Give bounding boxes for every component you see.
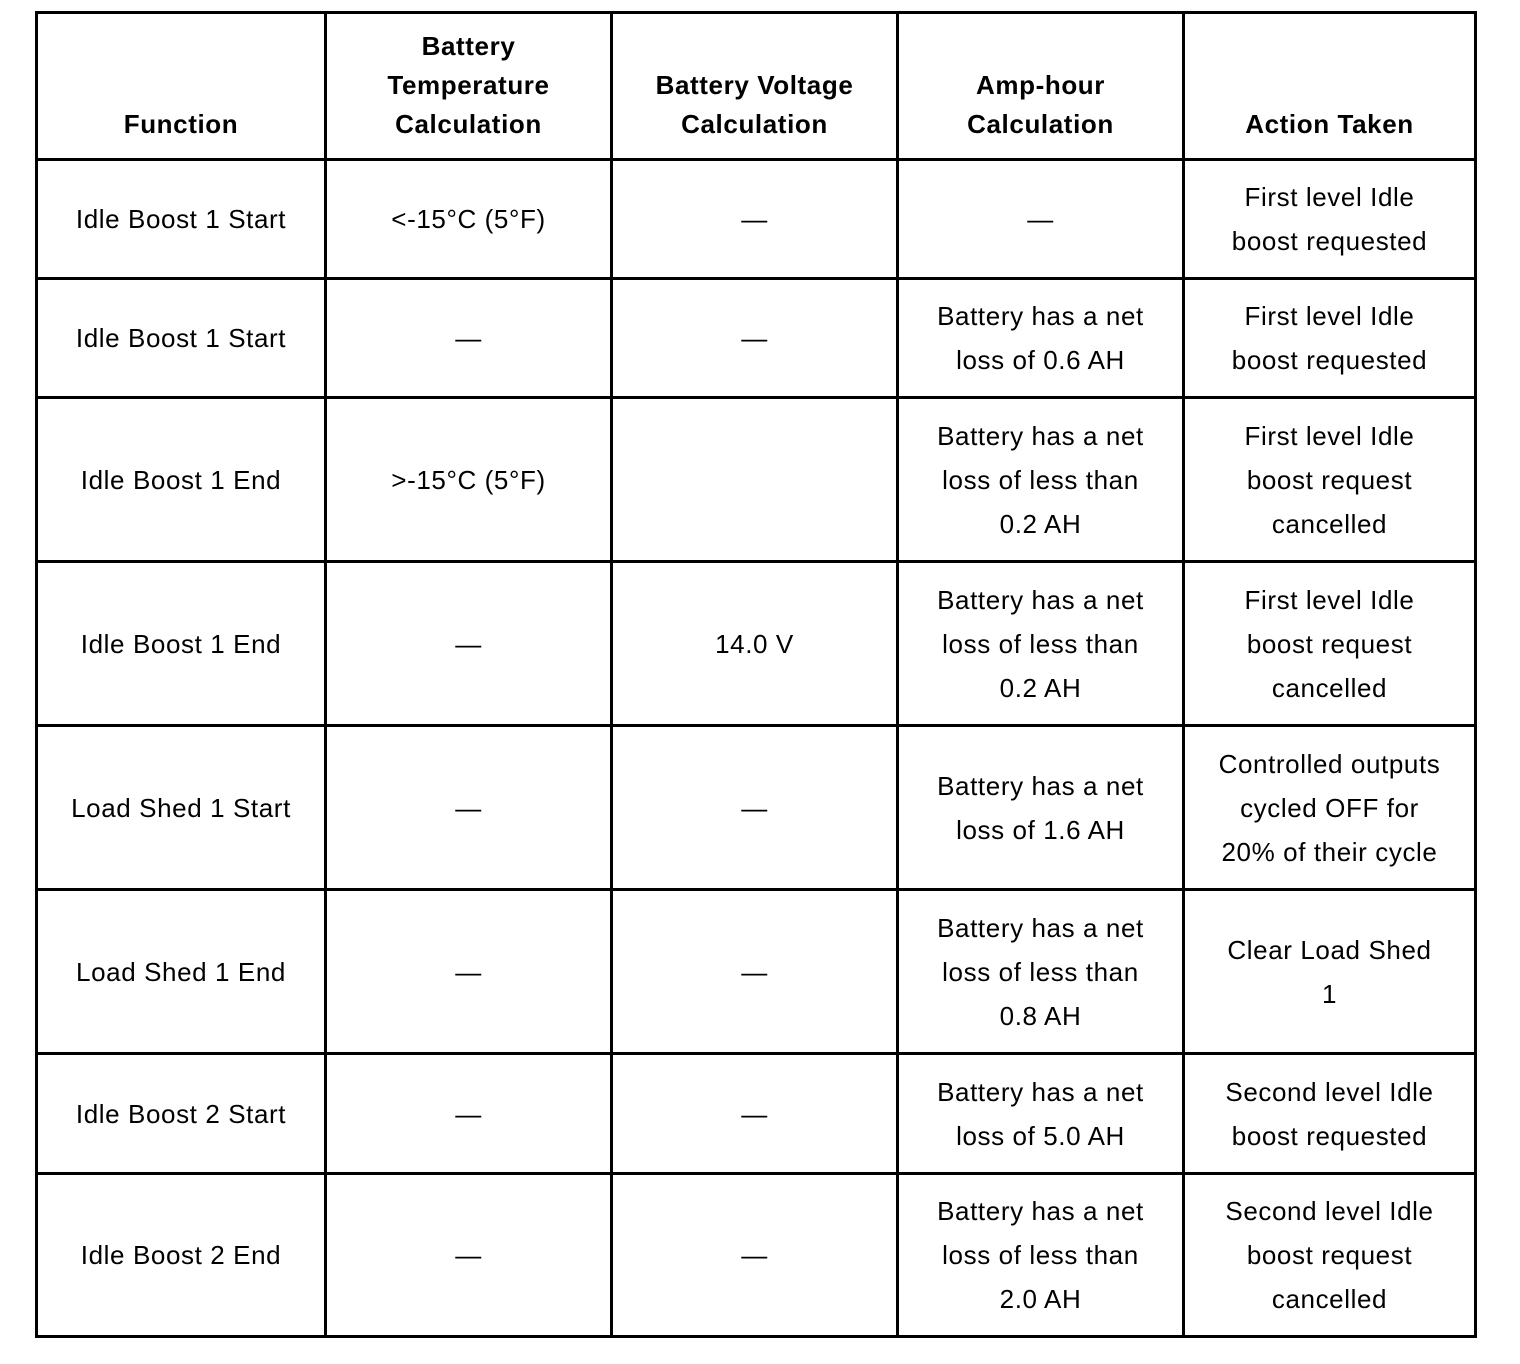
cell-function: Idle Boost 2 Start: [37, 1054, 326, 1174]
table-row: [37, 160, 1476, 279]
cell-battery-voltage: —: [612, 279, 898, 398]
cell-amp-hour: Battery has a net loss of less than 0.8 AH: [898, 890, 1184, 1054]
cell-action-taken: First level Idle boost requested: [1184, 279, 1476, 398]
cell-battery-temperature: —: [326, 890, 612, 1054]
cell-battery-temperature: —: [326, 1174, 612, 1337]
cell-function: Idle Boost 1 Start: [37, 160, 326, 279]
cell-function: Load Shed 1 Start: [37, 726, 326, 890]
cell-battery-voltage: —: [612, 726, 898, 890]
cell-amp-hour: —: [898, 160, 1184, 279]
cell-amp-hour: Battery has a net loss of less than 2.0 AH: [898, 1174, 1184, 1337]
cell-action-taken: First level Idle boost request cancelled: [1184, 562, 1476, 726]
table-row: [37, 398, 1476, 562]
cell-action-taken: Second level Idle boost request cancelled: [1184, 1174, 1476, 1337]
table-row: [37, 890, 1476, 1054]
cell-battery-voltage: [612, 398, 898, 562]
cell-battery-temperature: —: [326, 726, 612, 890]
table-row: [37, 1174, 1476, 1337]
cell-action-taken: Controlled outputs cycled OFF for 20% of their cycle: [1184, 726, 1476, 890]
cell-battery-voltage: —: [612, 1174, 898, 1337]
cell-battery-temperature: —: [326, 279, 612, 398]
cell-amp-hour: Battery has a net loss of 5.0 AH: [898, 1054, 1184, 1174]
cell-battery-voltage: —: [612, 1054, 898, 1174]
cell-function: Load Shed 1 End: [37, 890, 326, 1054]
table-row: [37, 279, 1476, 398]
cell-battery-voltage: —: [612, 160, 898, 279]
cell-action-taken: First level Idle boost request cancelled: [1184, 398, 1476, 562]
cell-function: Idle Boost 1 End: [37, 562, 326, 726]
header-amp-hour: Amp-hour Calculation: [898, 13, 1184, 160]
cell-function: Idle Boost 1 Start: [37, 279, 326, 398]
cell-amp-hour: Battery has a net loss of 1.6 AH: [898, 726, 1184, 890]
cell-battery-temperature: <-15°C (5°F): [326, 160, 612, 279]
cell-action-taken: First level Idle boost requested: [1184, 160, 1476, 279]
cell-battery-temperature: —: [326, 562, 612, 726]
header-row: [37, 13, 1476, 160]
cell-amp-hour: Battery has a net loss of 0.6 AH: [898, 279, 1184, 398]
cell-battery-voltage: —: [612, 890, 898, 1054]
battery-function-table: [35, 11, 1477, 1338]
header-function: Function: [37, 13, 326, 160]
header-action-taken: Action Taken: [1184, 13, 1476, 160]
table-row: [37, 1054, 1476, 1174]
cell-amp-hour: Battery has a net loss of less than 0.2 AH: [898, 398, 1184, 562]
cell-amp-hour: Battery has a net loss of less than 0.2 AH: [898, 562, 1184, 726]
cell-action-taken: Clear Load Shed 1: [1184, 890, 1476, 1054]
table-body: [37, 160, 1476, 1337]
table-row: [37, 562, 1476, 726]
header-battery-voltage: Battery Voltage Calculation: [612, 13, 898, 160]
cell-action-taken: Second level Idle boost requested: [1184, 1054, 1476, 1174]
header-battery-temperature: Battery Temperature Calculation: [326, 13, 612, 160]
cell-battery-voltage: 14.0 V: [612, 562, 898, 726]
cell-battery-temperature: >-15°C (5°F): [326, 398, 612, 562]
table-row: [37, 726, 1476, 890]
cell-function: Idle Boost 2 End: [37, 1174, 326, 1337]
cell-function: Idle Boost 1 End: [37, 398, 326, 562]
cell-battery-temperature: —: [326, 1054, 612, 1174]
